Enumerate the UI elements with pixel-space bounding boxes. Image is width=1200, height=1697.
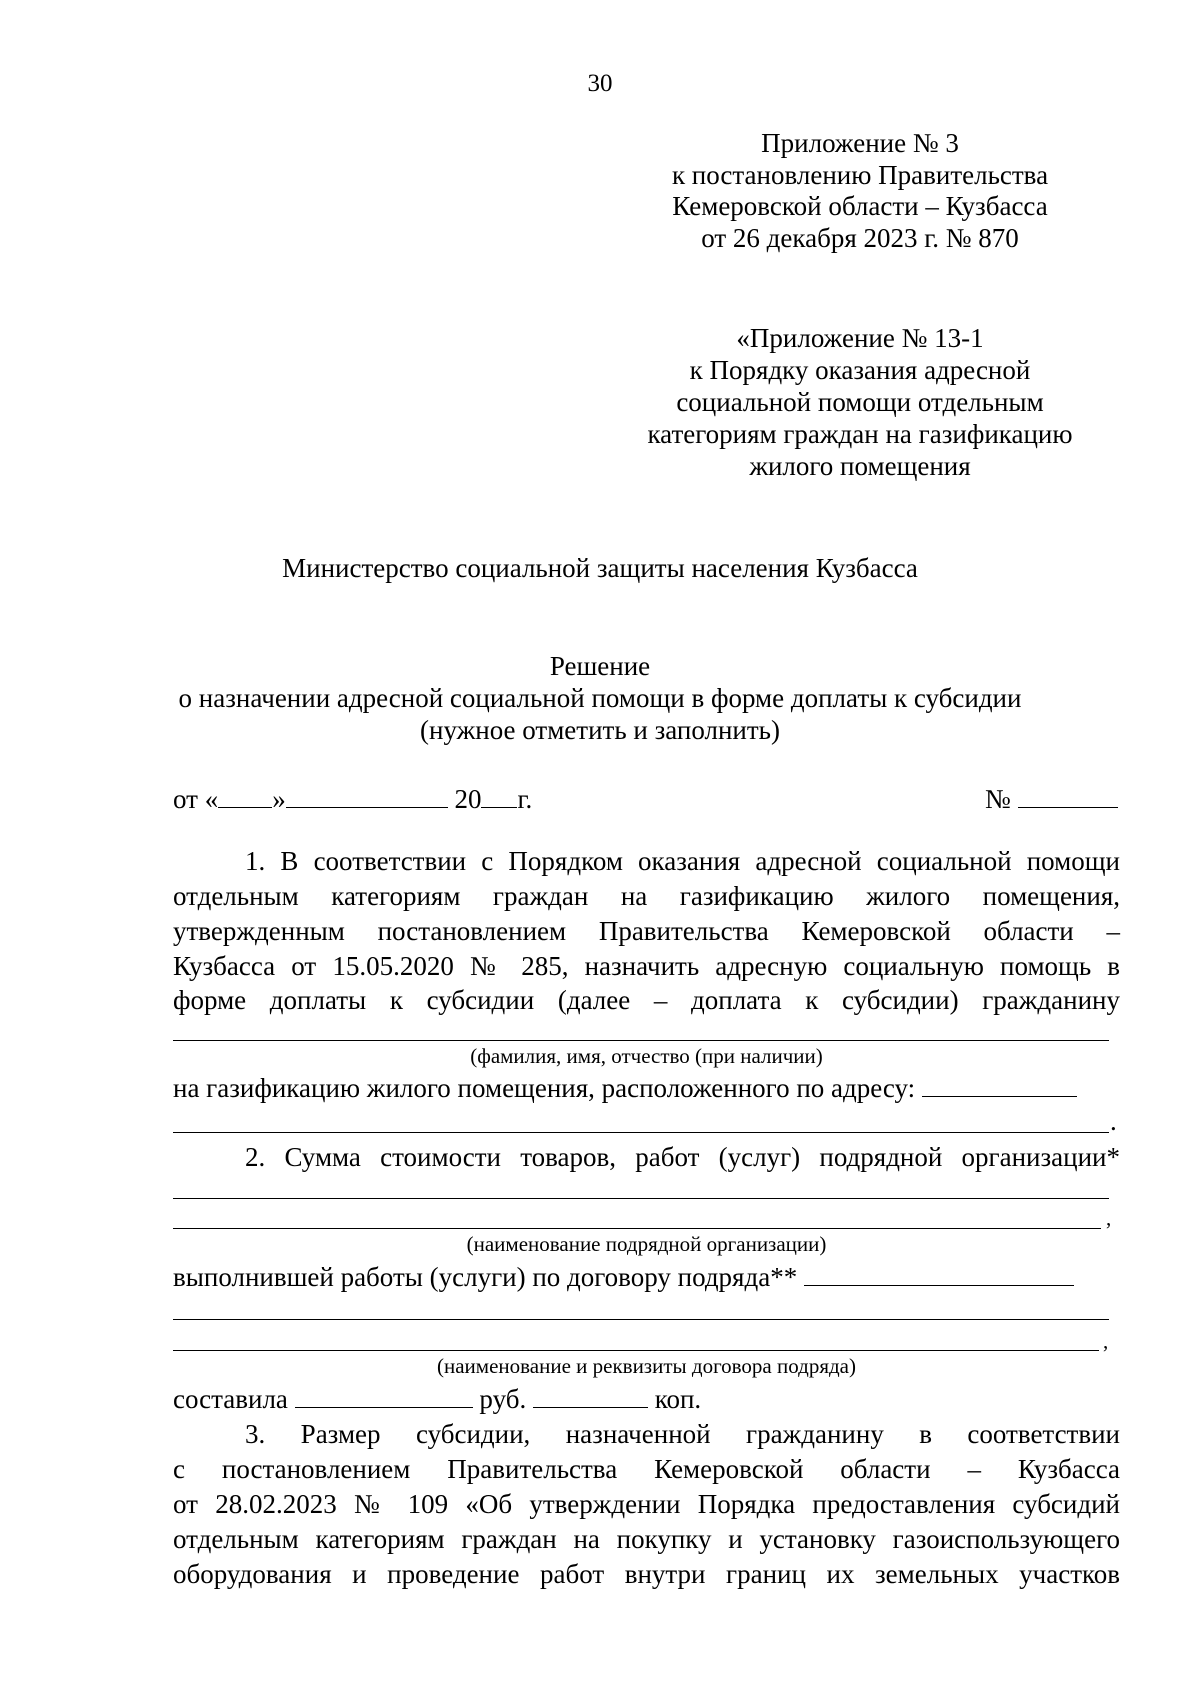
- appendix-sub-line: к Порядку оказания адресной: [689, 355, 1031, 385]
- date-close-quote: »: [272, 784, 286, 814]
- number-sign: №: [985, 784, 1011, 814]
- decision-heading: [0, 650, 1200, 746]
- contract-blank-2[interactable]: [173, 1319, 1109, 1320]
- contractor-comma: ,: [1106, 1206, 1112, 1230]
- appendix-sub-line: социальной помощи отдельным: [676, 387, 1044, 417]
- item1-line: форме доплаты к субсидии (далее – доплата к субсидии) гражданину: [173, 985, 1120, 1015]
- address-blank-2[interactable]: [173, 1132, 1109, 1133]
- citizen-name-caption: (фамилия, имя, отчество (при наличии): [470, 1044, 823, 1068]
- appendix-sub-line: категориям граждан на газификацию: [647, 419, 1073, 449]
- item2-line: 2. Сумма стоимости товаров, работ (услуг) подрядной организации*: [245, 1142, 1120, 1172]
- item3-line: отдельным категориям граждан на покупку и установку газоиспользующего: [173, 1524, 1120, 1554]
- contractor-blank-2[interactable]: [173, 1228, 1101, 1229]
- decision-subtitle: о назначении адресной социальной помощи в форме доплаты к субсидии: [178, 683, 1022, 713]
- amount-label: составила: [173, 1384, 288, 1414]
- page-number: 30: [587, 70, 613, 97]
- kop-label: коп.: [654, 1384, 702, 1414]
- rubles-blank[interactable]: [295, 1385, 473, 1408]
- appendix-sub-line: «Приложение № 13-1: [736, 323, 984, 353]
- contract-caption: (наименование и реквизиты договора подряда): [437, 1354, 856, 1378]
- date-line: [173, 783, 1120, 815]
- address-period: .: [1110, 1106, 1117, 1136]
- kopecks-blank[interactable]: [533, 1385, 648, 1408]
- decision-title: Решение: [549, 651, 651, 681]
- rub-label: руб.: [479, 1384, 527, 1414]
- appendix-sub: [630, 322, 1090, 482]
- item3-line: 3. Размер субсидии, назначенной гражданину в соответствии: [245, 1419, 1120, 1449]
- year-suffix: г.: [517, 784, 533, 814]
- ministry-name: Министерство социальной защиты населения Кузбасса: [282, 553, 918, 583]
- contract-comma: ,: [1103, 1329, 1109, 1353]
- address-blank[interactable]: [922, 1074, 1077, 1097]
- amount-line: [173, 1383, 1120, 1415]
- appendix-header-line: Приложение № 3: [761, 128, 959, 158]
- contractor-caption: (наименование подрядной организации): [466, 1232, 827, 1256]
- day-blank[interactable]: [218, 785, 272, 808]
- item1-line: утвержденным постановлением Правительства Кемеровской области –: [173, 916, 1120, 946]
- item3-line: от 28.02.2023 № 109 «Об утверждении Порядка предоставления субсидий: [173, 1489, 1120, 1519]
- year-blank[interactable]: [481, 785, 517, 808]
- appendix-header-line: к постановлению Правительства: [671, 159, 1049, 190]
- appendix-header-line: от 26 декабря 2023 г. № 870: [701, 222, 1019, 253]
- decision-note: (нужное отметить и заполнить): [420, 715, 780, 745]
- appendix-header: [630, 128, 1090, 254]
- item1-line: отдельным категориям граждан на газификацию жилого помещения,: [173, 881, 1120, 911]
- contractor-blank-1[interactable]: [173, 1198, 1109, 1199]
- number-blank[interactable]: [1018, 785, 1118, 808]
- year-prefix: 20: [454, 784, 482, 814]
- month-blank[interactable]: [286, 785, 448, 808]
- contract-blank[interactable]: [804, 1263, 1074, 1286]
- date-from-label: от «: [173, 784, 219, 814]
- contract-line: [173, 1261, 1120, 1293]
- item1-line: Кузбасса от 15.05.2020 № 285, назначить адресную социальную помощь в: [173, 951, 1120, 981]
- item1-line: 1. В соответствии с Порядком оказания адресной социальной помощи: [245, 846, 1120, 876]
- address-line: [173, 1072, 1120, 1104]
- item3-line: с постановлением Правительства Кемеровской области – Кузбасса: [173, 1454, 1120, 1484]
- appendix-header-line: Кемеровской области – Кузбасса: [672, 191, 1048, 221]
- item3-line: оборудования и проведение работ внутри границ их земельных участков: [173, 1559, 1120, 1589]
- appendix-sub-line: жилого помещения: [749, 451, 971, 481]
- contract-blank-3[interactable]: [173, 1350, 1099, 1351]
- contract-label: выполнившей работы (услуги) по договору подряда**: [173, 1262, 798, 1292]
- number-field: [985, 783, 1118, 815]
- citizen-name-blank[interactable]: [173, 1040, 1109, 1041]
- address-label: на газификацию жилого помещения, расположенного по адресу:: [173, 1073, 916, 1103]
